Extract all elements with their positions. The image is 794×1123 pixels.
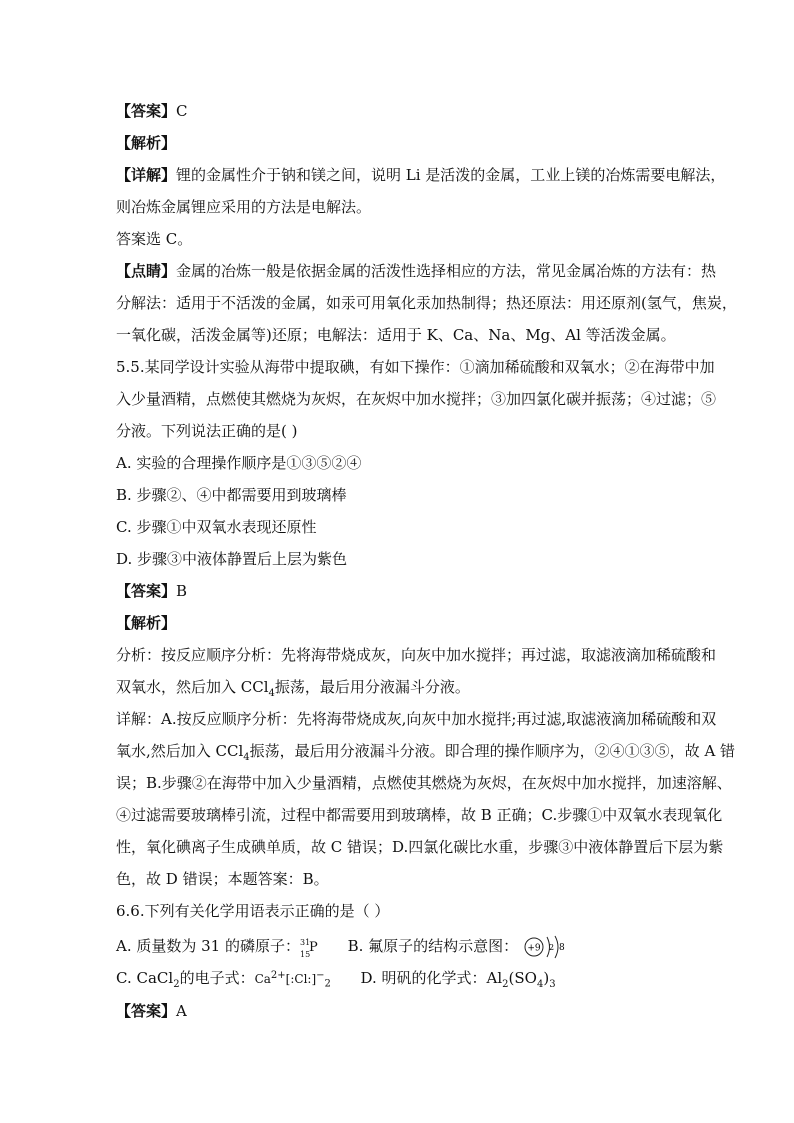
- q6-option-d: D. 明矾的化学式：$Al_2(SO_4)_3$: [360, 969, 556, 990]
- q4-tip-line-3: 一氧化碳，活泼金属等)还原；电解法：适用于 K、Ca、Na、Mg、Al 等活泼金属。: [116, 326, 676, 344]
- q4-answer: 【答案】C: [116, 102, 188, 120]
- fluorine-atom-structure-diagram: [523, 934, 567, 960]
- q5-stem-line-1: 5.5.某同学设计实验从海带中提取碘，有如下操作：①滴加稀硫酸和双氧水；②在海带中加: [116, 358, 715, 376]
- q4-tip-line-1: 【点睛】金属的冶炼一般是依据金属的活泼性选择相应的方法，常见金属冶炼的方法有：热: [116, 262, 717, 280]
- phosphorus-isotope-symbol: 31 15 P: [300, 938, 318, 959]
- q6-options-ab: [116, 934, 567, 960]
- q5-detail-line-6: 色，故 D 错误；本题答案：B。: [116, 870, 329, 888]
- q6-options-cd: [116, 969, 556, 988]
- atom-nucleus-label: +9: [527, 943, 541, 954]
- q5-stem-line-2: 入少量酒精，点燃使其燃烧为灰烬，在灰烬中加水搅拌；③加四氯化碳并振荡；④过滤；⑤: [116, 390, 717, 408]
- q4-detail-line-1: 【详解】锂的金属性介于钠和镁之间，说明 Li 是活泼的金属，工业上镁的冶炼需要电解法，: [116, 166, 726, 184]
- q5-fenxi-line-1: 分析：按反应顺序分析：先将海带烧成灰，向灰中加水搅拌；再过滤，取滤液滴加稀硫酸和: [116, 646, 717, 664]
- q5-analysis-label: 【解析】: [116, 614, 177, 632]
- q5-option-a: A. 实验的合理操作顺序是①③⑤②④: [116, 454, 362, 472]
- q5-detail-line-3: 误；B.步骤②在海带中加入少量酒精，点燃使其燃烧为灰烬，在灰烬中加水搅拌，加速溶解、: [116, 774, 732, 792]
- q5-detail-line-2: 氧水,然后加入 CCl$_4$振荡，最后用分液漏斗分液。即合理的操作顺序为，②④①③⑤，故 A 错: [116, 742, 736, 763]
- q4-choose: 答案选 C。: [116, 230, 193, 248]
- q5-detail-line-4: ④过滤需要玻璃棒引流，过程中都需要用到玻璃棒，故 B 正确；C.步骤①中双氧水表现氧化: [116, 806, 723, 824]
- q4-analysis-label: 【解析】: [116, 134, 177, 152]
- q5-detail-line-5: 性，氧化碘离子生成碘单质，故 C 错误；D.四氯化碳比水重，步骤③中液体静置后下层为紫: [116, 838, 724, 856]
- q5-option-c: C. 步骤①中双氧水表现还原性: [116, 518, 317, 536]
- q5-option-d: D. 步骤③中液体静置后上层为紫色: [116, 550, 348, 568]
- q5-answer: 【答案】B: [116, 582, 188, 600]
- q6-option-c: C. CaCl$_2$的电子式：: [116, 969, 255, 990]
- q5-stem-line-3: 分液。下列说法正确的是( ): [116, 422, 298, 440]
- atom-shell-2-label: 8: [558, 943, 565, 953]
- atom-shell-1-label: 2: [548, 943, 554, 952]
- q6-stem: 6.6.下列有关化学用语表示正确的是（ ）: [116, 902, 390, 920]
- q6-answer: 【答案】A: [116, 1002, 187, 1020]
- q6-option-b: B. 氟原子的结构示意图：: [347, 937, 519, 955]
- q5-fenxi-line-2: 双氧水，然后加入 CCl$_4$振荡，最后用分液漏斗分液。: [116, 678, 470, 699]
- q5-option-b: B. 步骤②、④中都需要用到玻璃棒: [116, 486, 347, 504]
- q4-tip-line-2: 分解法：适用于不活泼的金属，如汞可用氧化汞加热制得；热还原法：用还原剂(氢气，焦炭，: [116, 294, 737, 312]
- q5-detail-line-1: 详解：A.按反应顺序分析：先将海带烧成灰,向灰中加水搅拌;再过滤,取滤液滴加稀硫酸和双: [116, 710, 717, 728]
- q4-detail-line-2: 则冶炼金属锂应采用的方法是电解法。: [116, 198, 372, 216]
- q6-option-a: A. 质量数为 31 的磷原子：: [116, 937, 300, 955]
- cacl2-electron-formula: $Ca^{2+}[:Cl:]^-_2$: [254, 970, 331, 990]
